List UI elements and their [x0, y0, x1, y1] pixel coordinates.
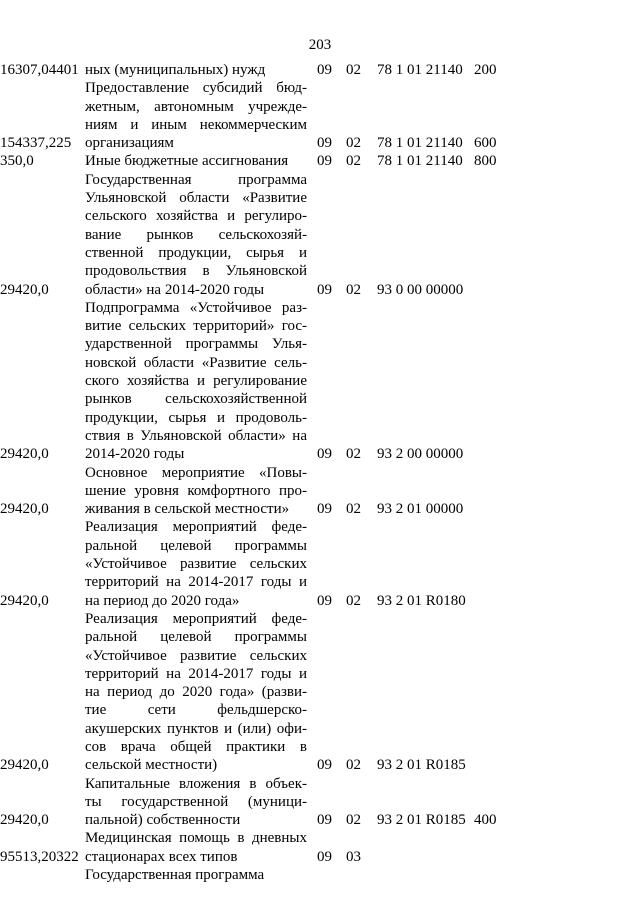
subsection-code: 02 [346, 135, 361, 152]
table-row [0, 775, 640, 830]
row-name-line: территорий на 2014-2017 годы и [85, 574, 307, 591]
subsection-code: 02 [346, 281, 361, 298]
target-article-code: 93 2 00 00000 [377, 446, 464, 463]
row-name-line: акушерских пунктов и (или) офи- [85, 720, 307, 737]
expense-type-code: 800 [474, 153, 497, 170]
amount: 29420,0 [0, 592, 49, 609]
table-row [0, 79, 640, 152]
row-name-line: территорий на 2014-2017 годы и [85, 665, 307, 682]
row-name-line: организациям [85, 135, 174, 152]
target-article-code: 93 2 01 R0185 [377, 757, 466, 774]
amount: 29420,0 [0, 812, 49, 829]
target-article-code: 93 2 01 R0185 [377, 812, 466, 829]
row-name-line: ральной целевой программы [85, 537, 307, 554]
row-name-line: пальной) собственности [85, 812, 241, 829]
row-name-line: ского хозяйства и регулирование [85, 373, 307, 390]
amount: 95513,20322 [0, 848, 79, 865]
subsection-code: 02 [346, 812, 361, 829]
subsection-code: 02 [346, 501, 361, 518]
row-name-line: Государственная программа [85, 867, 265, 884]
row-name-line: стационарах всех типов [85, 848, 238, 865]
section-code: 09 [317, 135, 332, 152]
row-name [85, 299, 307, 464]
row-name-line: сельского хозяйства и регулиро- [85, 208, 307, 225]
target-article-code: 78 1 01 21140 [377, 62, 463, 78]
subsection-code: 02 [346, 153, 361, 170]
target-article-code: 93 2 01 R0180 [377, 592, 466, 609]
budget-table [0, 61, 640, 884]
row-name-line: Реализация мероприятий феде- [85, 519, 307, 536]
section-code: 09 [317, 153, 332, 170]
row-name-line: Медицинская помощь в дневных [85, 830, 307, 847]
amount: 29420,0 [0, 757, 49, 774]
amount: 29420,0 [0, 501, 49, 518]
row-name-line: «Устойчивое развитие сельских [85, 556, 307, 573]
row-name-line: ударственной программы Улья- [85, 336, 307, 353]
table-row [0, 610, 640, 775]
row-name-line: Капитальные вложения в объек- [85, 775, 307, 792]
row-name-line: Реализация мероприятий феде- [85, 610, 307, 627]
row-name-line: ствия в Ульяновской области» на [85, 427, 307, 444]
table-row [0, 299, 640, 464]
row-name [85, 61, 307, 79]
row-name-line: Подпрограмма «Устойчивое раз- [85, 299, 307, 316]
row-name [85, 152, 307, 170]
table-row [0, 61, 640, 79]
row-name-line: сов врача общей практики в [85, 738, 307, 755]
row-name-line: Основное мероприятие «Повы- [85, 464, 307, 481]
subsection-code: 02 [346, 446, 361, 463]
subsection-code: 02 [346, 62, 361, 78]
row-name [85, 464, 307, 519]
expense-type-code: 400 [474, 812, 497, 829]
target-article-code: 93 0 00 00000 [377, 281, 464, 298]
subsection-code: 02 [346, 757, 361, 774]
row-name-line: Иные бюджетные ассигнования [85, 153, 289, 170]
expense-type-code: 600 [474, 135, 497, 152]
page-number: 203 [308, 37, 332, 53]
section-code: 09 [317, 446, 332, 463]
row-name-line: Предоставление субсидий бюд- [85, 80, 307, 97]
target-article-code: 78 1 01 21140 [377, 135, 463, 152]
row-name-line: на период до 2020 года» [85, 592, 240, 609]
row-name-line: вание рынков сельскохозяй- [85, 226, 307, 243]
row-name-line: продукции, сырья и продоволь- [85, 409, 307, 426]
row-name [85, 866, 307, 884]
target-article-code: 78 1 01 21140 [377, 153, 463, 170]
row-name-line: шение уровня комфортного про- [85, 482, 307, 499]
row-name-line: ственной продукции, сырья и [85, 244, 307, 261]
expense-type-code: 200 [474, 62, 497, 78]
row-name-line: жетным, автономным учрежде- [85, 98, 307, 115]
section-code: 09 [317, 62, 332, 78]
row-name-line: ральной целевой программы [85, 629, 307, 646]
table-row [0, 829, 640, 866]
row-name-line: Государственная программа [85, 171, 307, 188]
amount: 154337,225 [0, 135, 72, 152]
row-name-line: области» на 2014-2020 годы [85, 281, 265, 298]
table-row [0, 464, 640, 519]
section-code: 09 [317, 281, 332, 298]
table-row [0, 518, 640, 609]
amount: 16307,04401 [0, 62, 79, 78]
row-name [85, 518, 307, 609]
section-code: 09 [317, 757, 332, 774]
target-article-code: 93 2 01 00000 [377, 501, 464, 518]
section-code: 09 [317, 812, 332, 829]
amount: 29420,0 [0, 281, 49, 298]
table-row [0, 152, 640, 170]
row-name-line: живания в сельской местности» [85, 501, 290, 518]
row-name-line: сельской местности) [85, 757, 218, 774]
section-code: 09 [317, 848, 332, 865]
row-name [85, 829, 307, 866]
table-row [0, 171, 640, 299]
section-code: 09 [317, 592, 332, 609]
row-name-line: рынков сельскохозяйственной [85, 391, 307, 408]
subsection-code: 02 [346, 592, 361, 609]
row-name-line: новской области «Развитие сель- [85, 354, 307, 371]
subsection-code: 03 [346, 848, 361, 865]
row-name-line: тие сети фельдшерско- [85, 702, 307, 719]
row-name [85, 79, 307, 152]
section-code: 09 [317, 501, 332, 518]
row-name-line: Ульяновской области «Развитие [85, 190, 307, 207]
row-name [85, 775, 307, 830]
row-name [85, 610, 307, 775]
table-row [0, 866, 640, 884]
row-name-line: ниям и иным некоммерческим [85, 116, 307, 133]
row-name-line: на период до 2020 года» (разви- [85, 684, 307, 701]
row-name-line: ных (муниципальных) нужд [85, 62, 266, 78]
row-name-line: «Устойчивое развитие сельских [85, 647, 307, 664]
row-name-line: продовольствия в Ульяновской [85, 263, 307, 280]
row-name [85, 171, 307, 299]
row-name-line: витие сельских территорий» гос- [85, 318, 307, 335]
amount: 29420,0 [0, 446, 49, 463]
row-name-line: ты государственной (муници- [85, 793, 307, 810]
amount: 350,0 [0, 153, 34, 170]
row-name-line: 2014-2020 годы [85, 446, 185, 463]
